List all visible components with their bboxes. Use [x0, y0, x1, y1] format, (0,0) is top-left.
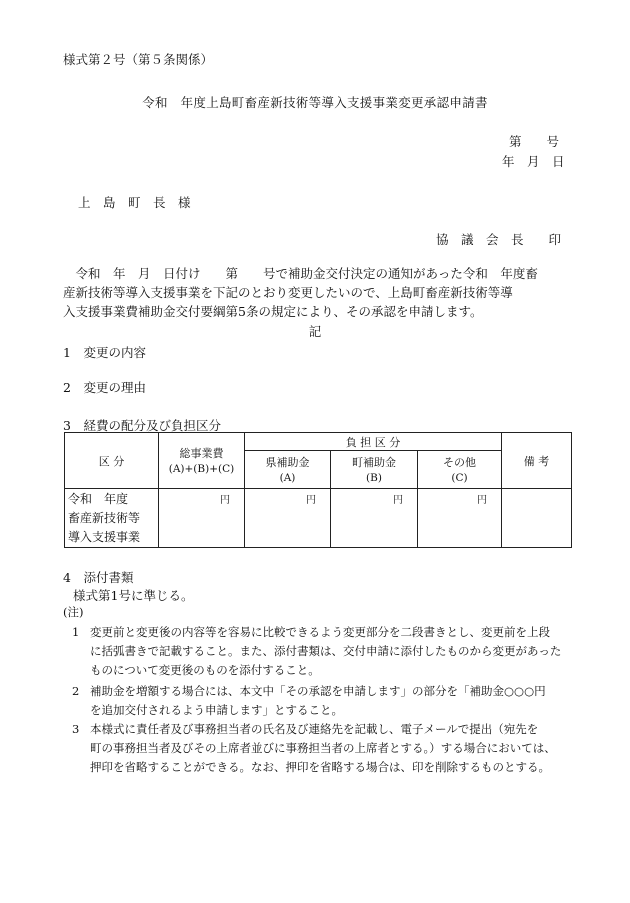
note-line: 町の事務担当者及びその上席者並びに事務担当者の上席者とする。）する場合においては、 [90, 741, 556, 755]
body-paragraph [63, 264, 568, 321]
header-other-code: (C) [451, 472, 468, 484]
note-text [90, 682, 546, 720]
note-line: 補助金を増額する場合には、本文中「その承認を申請します」の部分を「補助金○○○円 [90, 684, 546, 698]
note-number: 2 [72, 684, 80, 698]
note-line: 本様式に責任者及び事務担当者の氏名及び連絡先を記載し、電子メールで提出（宛先を [90, 722, 539, 736]
note-line: 変更前と変更後の内容等を容易に比較できるよう変更部分を二段書きとし、変更前を上段 [90, 625, 550, 639]
header-pref-label: 県補助金 [265, 456, 310, 469]
header-category: 区 分 [65, 433, 159, 489]
form-number: 様式第２号（第５条関係） [63, 52, 214, 67]
cell-other-yen: 円 [418, 489, 502, 548]
document-date: 年 月 日 [502, 154, 565, 169]
header-total-formula: (A)+(B)+(C) [168, 463, 235, 475]
header-pref [245, 451, 331, 489]
document-number: 第 号 [509, 134, 560, 149]
cell-pref-yen: 円 [245, 489, 331, 548]
section-expense-allocation: 3 経費の配分及び負担区分 [63, 418, 221, 433]
header-pref-code: (A) [279, 472, 296, 484]
applicant-seal: 協 議 会 長 印 [436, 232, 562, 247]
section-change-reason: 2 変更の理由 [63, 380, 146, 395]
body-line: 入支援事業費補助金交付要綱第5条の規定により、その承認を申請します。 [63, 304, 483, 319]
header-total-label: 総事業費 [179, 447, 224, 460]
note-number: 1 [72, 625, 80, 639]
row-project-name [65, 489, 159, 548]
note-text [90, 623, 561, 680]
header-other [418, 451, 502, 489]
cell-town-yen: 円 [331, 489, 418, 548]
notes-title: (注) [63, 605, 84, 619]
ki-heading: 記 [308, 324, 322, 339]
section-change-content: 1 変更の内容 [63, 345, 146, 360]
note-line: 押印を省略することができる。なお、押印を省略する場合は、印を削除するものとする。 [90, 760, 550, 774]
header-total [159, 433, 245, 489]
header-town [331, 451, 418, 489]
page-title: 令和 年度上島町畜産新技術等導入支援事業変更承認申請書 [142, 95, 488, 110]
note-number: 3 [72, 722, 80, 736]
note-line: ものについて変更後のものを添付すること。 [90, 663, 320, 677]
header-remarks: 備 考 [502, 433, 572, 489]
note-line: を追加交付されるよう申請します」とすること。 [90, 703, 343, 717]
row-name-line: 畜産新技術等 [68, 511, 141, 525]
header-other-label: その他 [443, 456, 476, 469]
header-town-label: 町補助金 [352, 456, 396, 469]
note-line: に括弧書きで記載すること。また、添付書類は、交付申請に添付したものから変更があった [90, 644, 562, 658]
cell-remarks [502, 489, 572, 548]
attachments-text: 様式第1号に準じる。 [73, 588, 194, 603]
cell-total-yen: 円 [159, 489, 245, 548]
body-line: 産新技術等導入支援事業を下記のとおり変更したいので、上島町畜産新技術等導 [63, 285, 513, 300]
note-text [90, 720, 556, 777]
section-attachments: 4 添付書類 [63, 570, 134, 585]
expense-table [64, 432, 572, 548]
row-name-line: 令和 年度 [68, 492, 129, 506]
addressee: 上 島 町 長 様 [78, 195, 191, 210]
header-town-code: (B) [366, 472, 382, 484]
header-burden: 負 担 区 分 [245, 433, 502, 451]
body-line: 令和 年 月 日付け 第 号で補助金交付決定の通知があった令和 年度畜 [63, 266, 538, 281]
table-row [65, 489, 572, 548]
row-name-line: 導入支援事業 [68, 530, 141, 544]
